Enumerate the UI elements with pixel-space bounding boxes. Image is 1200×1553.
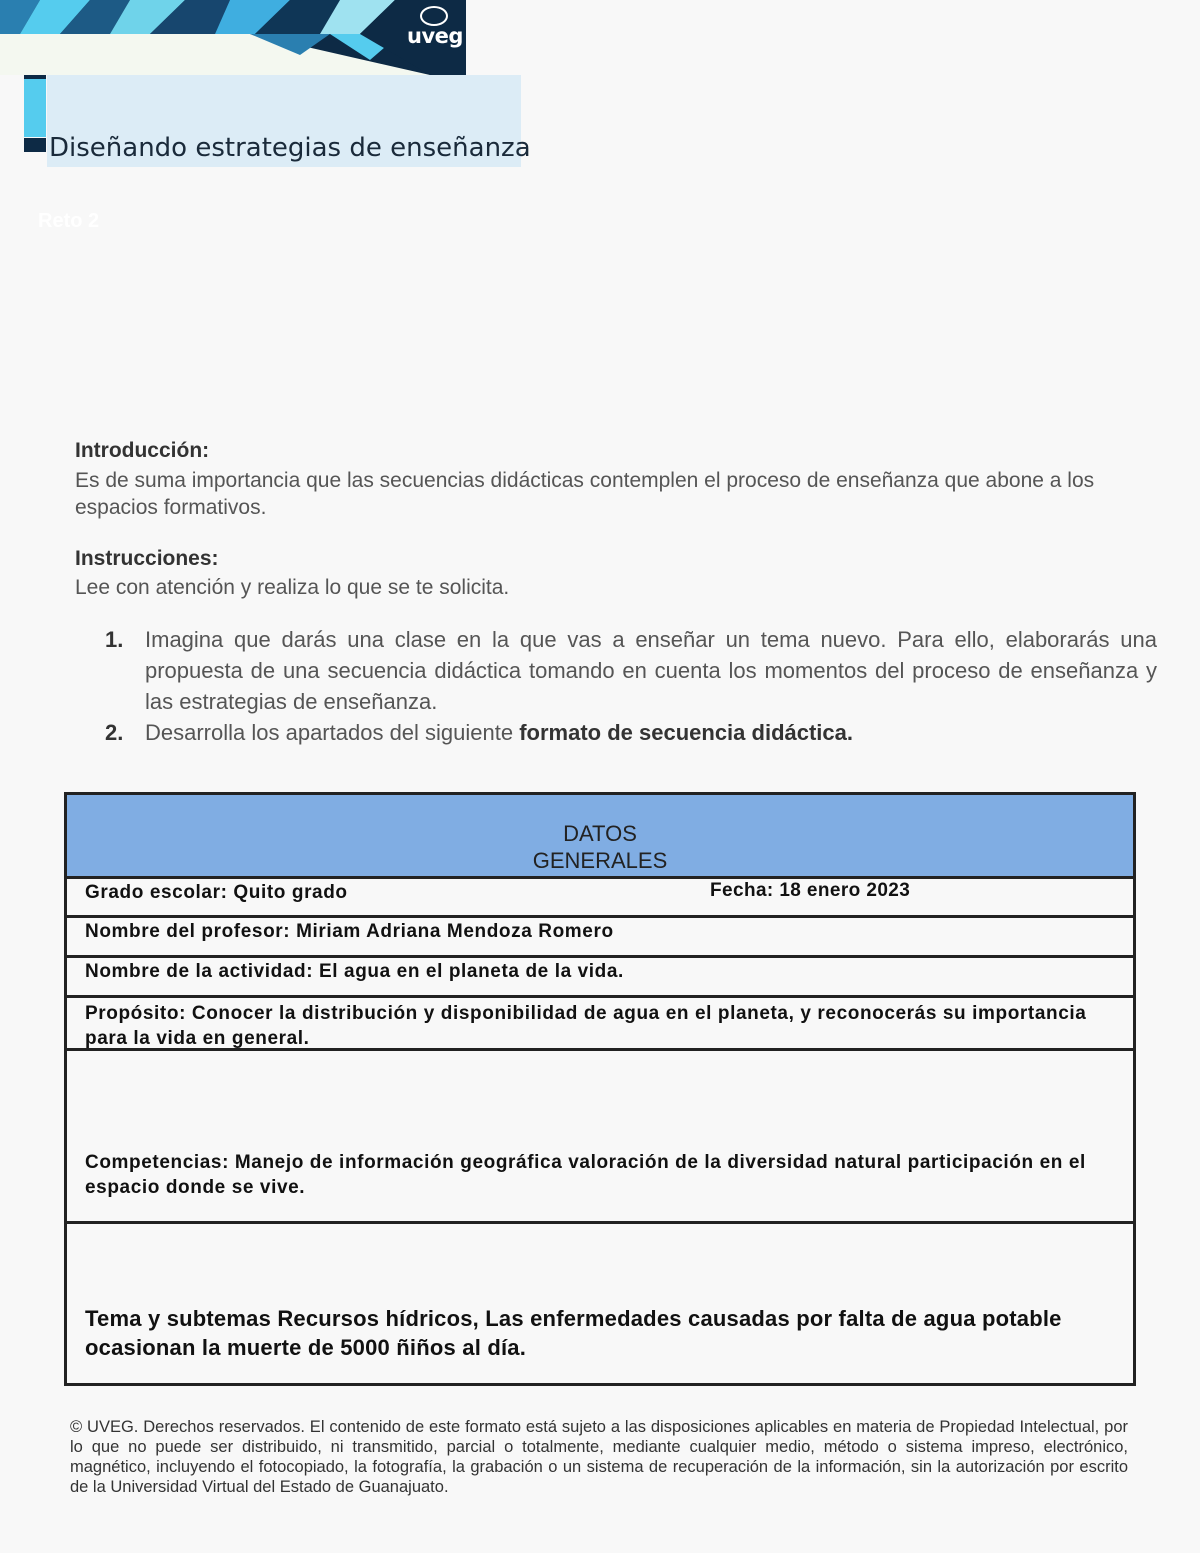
copyright-footer: © UVEG. Derechos reservados. El contenido de este formato está sujeto a las disposiciones aplicables en materia de Propiedad Intelectual, por lo que no puede ser distribuido, ni transmitido, parcial o totalmente, mediante cualquier medio, método o sistema impreso, electrónico, magnético, incluyendo el fotocopiado, la fotografía, la grabación o un sistema de recuperación de la información, sin la autorización por escrito de la Universidad Virtual del Estado de Guanajuato. — [70, 1418, 1128, 1496]
reto-label: Reto 2 — [38, 210, 100, 232]
accent-square — [24, 138, 46, 152]
list-text-plain: Desarrolla los apartados del siguiente — [145, 720, 520, 745]
uveg-logo: uveg — [407, 24, 463, 48]
proposito: Propósito: Conocer la distribución y disponibilidad de agua en el planeta, y reconocerás su importancia para la vida en general. — [85, 1003, 1087, 1049]
list-number: 2. — [105, 720, 124, 745]
datos-generales-table — [64, 792, 1136, 1386]
nombre-profesor: Nombre del profesor: Miriam Adriana Mendoza Romero — [85, 921, 614, 942]
competencias: Competencias: Manejo de información geográfica valoración de la diversidad natural participación en el espacio donde se vive. — [85, 1152, 1086, 1198]
list-text — [145, 717, 1157, 748]
table-row-actividad — [67, 958, 1133, 998]
list-item — [105, 717, 1157, 748]
list-text: Imagina que darás una clase en la que vas a enseñar un tema nuevo. Para ello, elaborarás una propuesta de una secuencia didáctica tomando en cuenta los momentos del proceso de enseñanza y las estrategias de enseñanza. — [145, 627, 1157, 714]
table-row-tema — [67, 1224, 1133, 1383]
table-row-proposito — [67, 998, 1133, 1051]
header-line-1: DATOS — [563, 821, 637, 846]
instructions-list — [105, 624, 1157, 748]
intro-heading: Introducción: — [75, 439, 210, 462]
intro-text: Es de suma importancia que las secuencias didácticas contemplen el proceso de enseñanza que abone a los espacios formativos. — [75, 469, 1095, 519]
nombre-actividad: Nombre de la actividad: El agua en el planeta de la vida. — [85, 961, 624, 982]
instructions-heading: Instrucciones: — [75, 547, 219, 570]
list-number: 1. — [105, 627, 124, 652]
grado-escolar: Grado escolar: Quito grado — [85, 882, 348, 903]
table-header — [67, 795, 1133, 879]
table-row-grado — [67, 879, 1133, 918]
uveg-logo-icon — [420, 6, 448, 26]
table-header-text — [67, 820, 1133, 874]
list-item — [105, 624, 1157, 717]
header-line-2: GENERALES — [532, 848, 668, 873]
format-link-text: formato de secuencia didáctica. — [519, 720, 853, 745]
accent-bar — [24, 75, 46, 137]
table-row-competencias — [67, 1051, 1133, 1224]
document-title: Diseñando estrategias de enseñanza — [49, 133, 531, 163]
table-row-profesor — [67, 918, 1133, 958]
instructions-text: Lee con atención y realiza lo que se te solicita. — [75, 576, 510, 599]
fecha: Fecha: 18 enero 2023 — [710, 880, 911, 901]
accent-bar-top — [24, 75, 46, 79]
header-banner — [0, 0, 466, 75]
tema-subtemas: Tema y subtemas Recursos hídricos, Las enfermedades causadas por falta de agua potable ocasionan la muerte de 5000 ñiños al día. — [85, 1306, 1062, 1360]
